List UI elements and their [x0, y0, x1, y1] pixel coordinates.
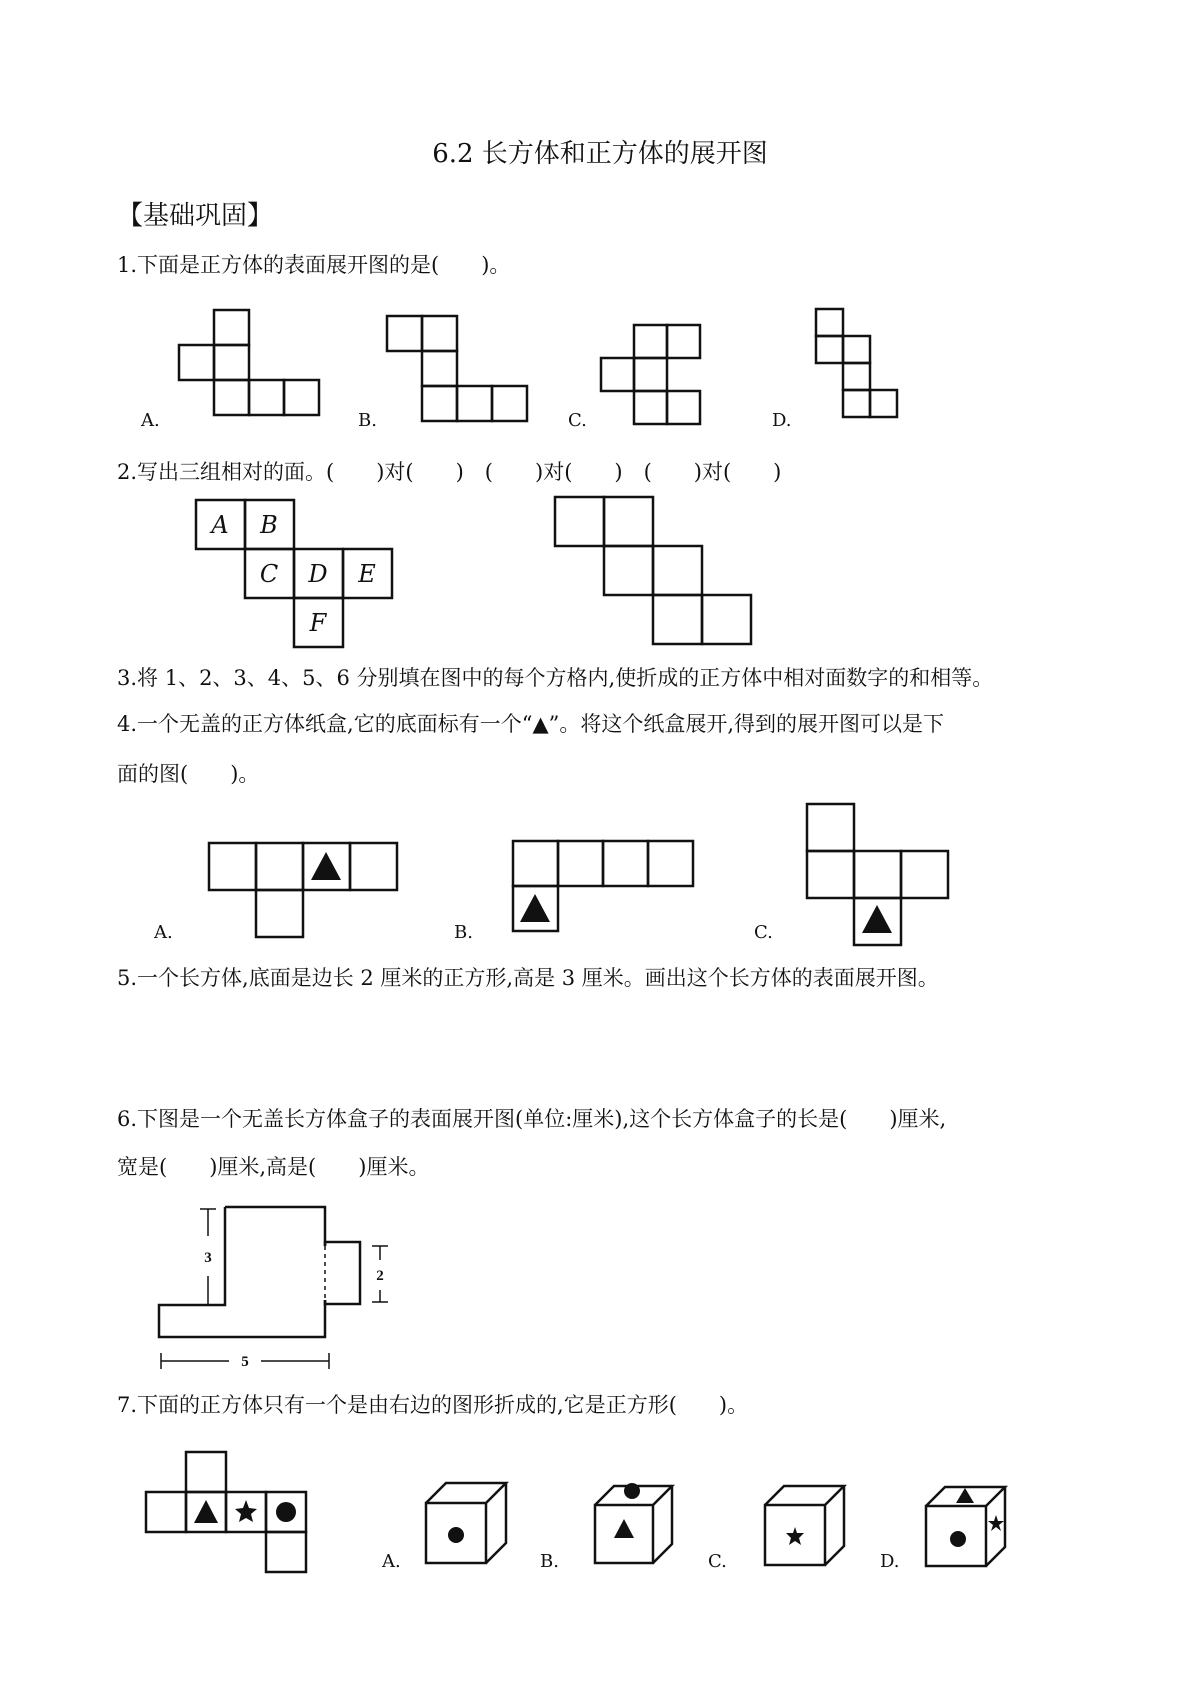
q7-cube-b — [595, 1483, 672, 1563]
question-5-text: 5.一个长方体,底面是边长 2 厘米的正方形,高是 3 厘米。画出这个长方体的表面展开图。 — [117, 966, 939, 990]
q1-net-c — [601, 325, 700, 424]
star-icon — [786, 1527, 804, 1545]
q6-box-net — [159, 1207, 388, 1370]
triangle-icon — [311, 852, 341, 880]
circle-icon — [624, 1483, 640, 1499]
q1-option-c-label: C. — [568, 410, 587, 431]
q4-option-c-label: C. — [754, 922, 773, 943]
dimension-length: 5 — [241, 1354, 249, 1370]
circle-icon — [448, 1527, 464, 1543]
question-4-text-line2: 面的图( )。 — [117, 762, 260, 786]
dimension-height: 3 — [204, 1250, 212, 1266]
circle-icon — [276, 1502, 296, 1522]
q7-cube-a — [426, 1483, 506, 1563]
q7-option-d-label: D. — [880, 1551, 900, 1572]
q2-lettered-net — [196, 500, 392, 647]
q7-cube-c — [765, 1486, 844, 1565]
triangle-icon — [956, 1488, 974, 1503]
face-label-e: E — [358, 560, 376, 588]
q1-option-d-label: D. — [772, 410, 792, 431]
question-6-text-line1: 6.下图是一个无盖长方体盒子的表面展开图(单位:厘米),这个长方体盒子的长是( )厘米, — [117, 1107, 947, 1131]
circle-icon — [950, 1531, 966, 1547]
question-3-text: 3.将 1、2、3、4、5、6 分别填在图中的每个方格内,使折成的正方体中相对面数字的和相等。 — [117, 666, 994, 690]
q4-net-b — [513, 841, 693, 931]
q7-net — [146, 1452, 306, 1572]
q7-cube-d — [926, 1487, 1005, 1566]
q4-option-a-label: A. — [154, 922, 173, 943]
question-7-text: 7.下面的正方体只有一个是由右边的图形折成的,它是正方形( )。 — [117, 1393, 749, 1417]
face-label-d: D — [308, 560, 328, 588]
star-icon — [235, 1500, 257, 1522]
q1-net-a — [179, 310, 319, 415]
q7-option-c-label: C. — [708, 1551, 727, 1572]
q7-option-a-label: A. — [382, 1551, 401, 1572]
face-label-b: B — [260, 511, 278, 539]
q4-option-b-label: B. — [454, 922, 473, 943]
face-label-f: F — [309, 609, 327, 637]
dimension-width: 2 — [376, 1268, 384, 1284]
q4-net-a — [209, 843, 397, 937]
question-2-text: 2.写出三组相对的面。( )对( ) ( )对( ) ( )对( ) — [117, 460, 782, 484]
section-heading: 【基础巩固】 — [117, 201, 274, 231]
star-icon — [988, 1515, 1004, 1531]
face-label-a: A — [211, 511, 229, 539]
face-label-c: C — [259, 560, 279, 588]
q1-option-a-label: A. — [141, 410, 160, 431]
q7-option-b-label: B. — [540, 1551, 559, 1572]
q1-net-d — [816, 309, 897, 417]
q1-option-b-label: B. — [358, 410, 377, 431]
triangle-icon — [194, 1500, 218, 1523]
triangle-icon — [520, 894, 550, 922]
question-1-text: 1.下面是正方体的表面展开图的是( )。 — [117, 253, 511, 277]
q1-net-b — [387, 316, 527, 421]
triangle-icon — [862, 905, 892, 933]
question-6-text-line2: 宽是( )厘米,高是( )厘米。 — [117, 1155, 430, 1179]
question-4-text-line1: 4.一个无盖的正方体纸盒,它的底面标有一个“▲”。将这个纸盒展开,得到的展开图可以是下 — [117, 712, 945, 736]
triangle-icon — [614, 1519, 634, 1538]
q3-blank-net — [555, 497, 751, 644]
q4-net-c — [807, 804, 948, 945]
page-title: 6.2 长方体和正方体的展开图 — [432, 139, 768, 169]
